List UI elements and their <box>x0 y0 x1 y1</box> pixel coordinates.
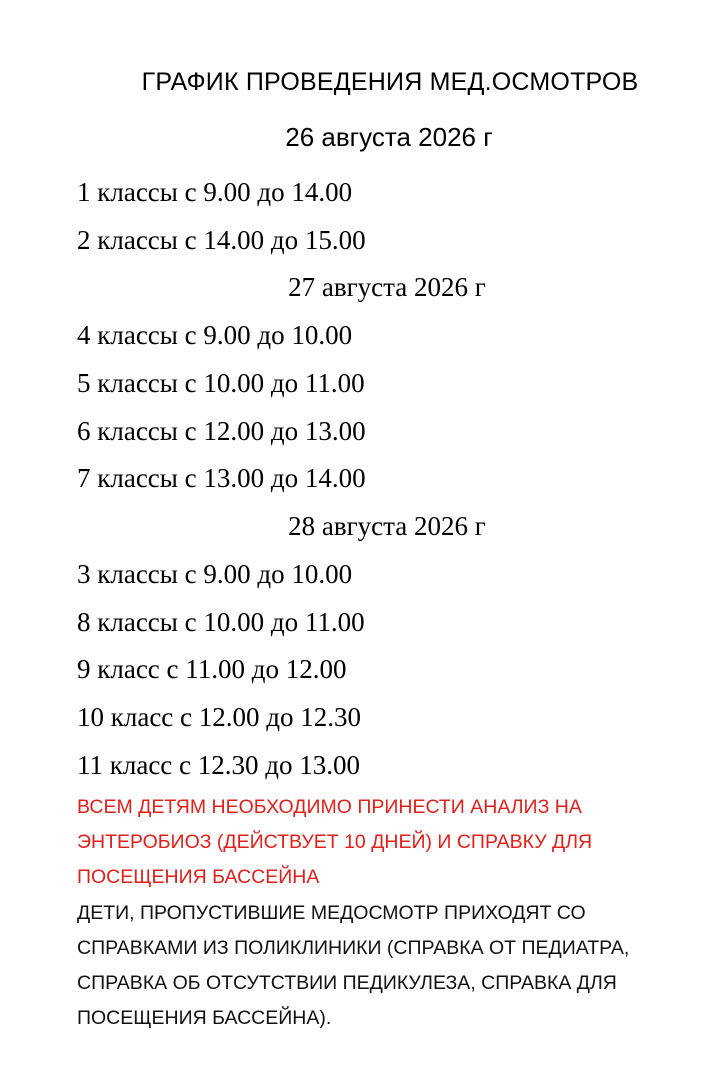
notice-line: ЭНТЕРОБИОЗ (ДЕЙСТВУЕТ 10 ДНЕЙ) И СПРАВКУ ДЛЯ <box>77 831 593 853</box>
schedule-line: 10 класс с 12.00 до 12.30 <box>77 702 362 732</box>
notice-line: СПРАВКАМИ ИЗ ПОЛИКЛИНИКИ (СПРАВКА ОТ ПЕДИАТРА, <box>77 937 630 959</box>
schedule-line: 1 классы с 9.00 до 14.00 <box>77 177 353 207</box>
day-2-date: 27 августа 2026 г <box>288 272 486 302</box>
day-3-date: 28 августа 2026 г <box>288 511 486 541</box>
schedule-line: 11 класс с 12.30 до 13.00 <box>77 750 361 780</box>
schedule-line: 3 классы с 9.00 до 10.00 <box>77 559 353 589</box>
schedule-line: 8 классы с 10.00 до 11.00 <box>77 607 365 637</box>
page-title: ГРАФИК ПРОВЕДЕНИЯ МЕД.ОСМОТРОВ <box>141 68 639 96</box>
schedule-line: 7 классы с 13.00 до 14.00 <box>77 463 366 493</box>
schedule-line: 4 классы с 9.00 до 10.00 <box>77 320 353 350</box>
notice-line: ВСЕМ ДЕТЯМ НЕОБХОДИМО ПРИНЕСТИ АНАЛИЗ НА <box>77 796 582 818</box>
notice-line: ПОСЕЩЕНИЯ БАССЕЙНА <box>77 866 320 888</box>
notice-line: СПРАВКА ОБ ОТСУТСТВИИ ПЕДИКУЛЕЗА, СПРАВКА ДЛЯ <box>77 972 617 994</box>
notice-line: ПОСЕЩЕНИЯ БАССЕЙНА). <box>77 1007 332 1029</box>
notice-missed-exam <box>77 896 697 1036</box>
notice-line: ДЕТИ, ПРОПУСТИВШИЕ МЕДОСМОТР ПРИХОДЯТ СО <box>77 902 586 924</box>
schedule-line: 5 классы с 10.00 до 11.00 <box>77 368 365 398</box>
day-1-date: 26 августа 2026 г <box>285 122 493 152</box>
notice-required-documents <box>77 790 697 895</box>
schedule-line: 6 классы с 12.00 до 13.00 <box>77 416 366 446</box>
schedule-line: 9 класс с 11.00 до 12.00 <box>77 654 347 684</box>
schedule-line: 2 классы с 14.00 до 15.00 <box>77 225 366 255</box>
